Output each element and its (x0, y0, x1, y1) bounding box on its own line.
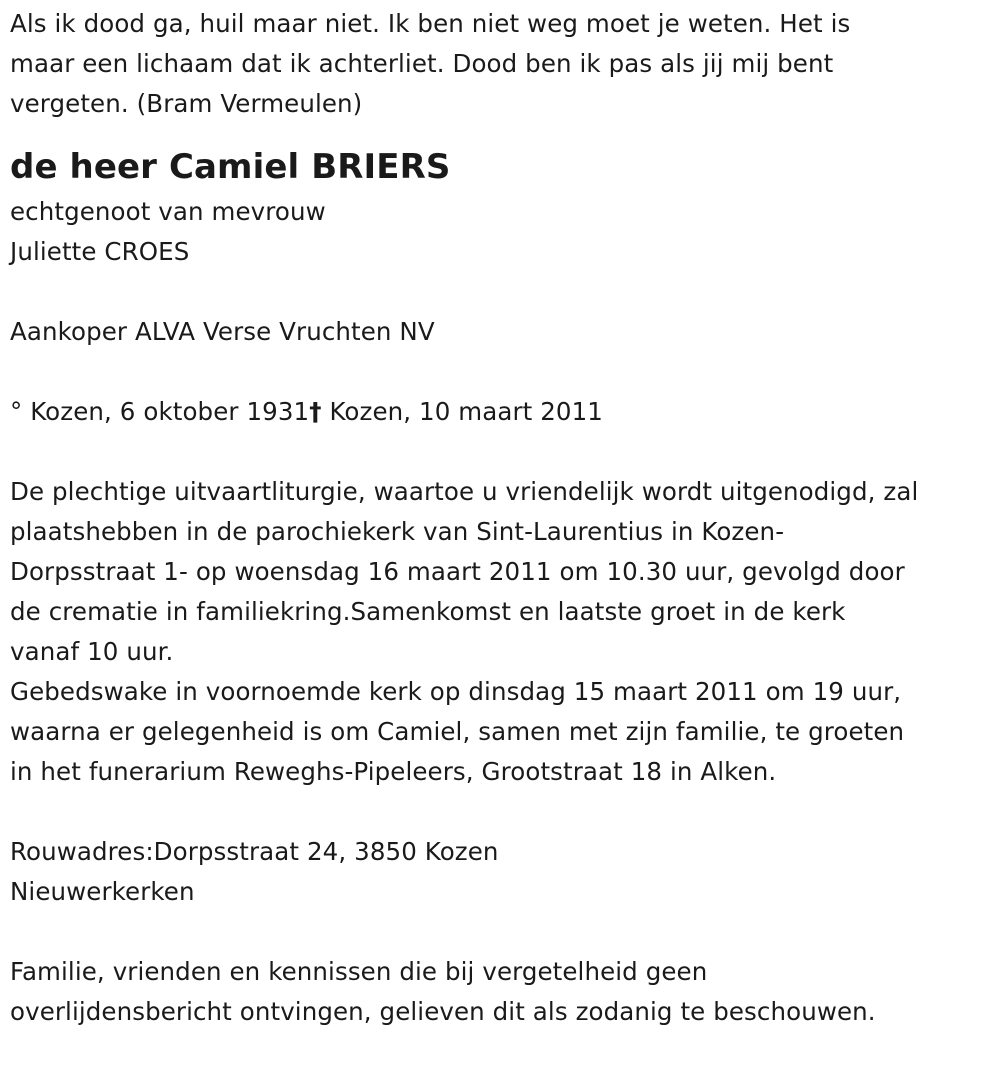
funeral-line: in het funerarium Reweghs-Pipeleers, Grootstraat 18 in Alken. (10, 757, 777, 786)
cross-icon: † (309, 397, 322, 426)
mourning-address: Rouwadres:Dorpsstraat 24, 3850 Kozen (10, 837, 499, 866)
spacer (10, 352, 1000, 392)
deceased-name: de heer Camiel BRIERS (10, 147, 451, 187)
closing-paragraph (10, 952, 1000, 1032)
spacer (10, 272, 1000, 312)
spacer (10, 432, 1000, 472)
funeral-line: Gebedswake in voornoemde kerk op dinsdag 15 maart 2011 om 19 uur, (10, 677, 902, 706)
funeral-line: De plechtige uitvaartliturgie, waartoe u vriendelijk wordt uitgenodigd, zal (10, 477, 919, 506)
quote-block (10, 4, 1000, 124)
spouse-name: Juliette CROES (10, 237, 190, 266)
funeral-line: waarna er gelegenheid is om Camiel, samen met zijn familie, te groeten (10, 717, 905, 746)
obituary-document (10, 4, 1000, 1032)
funeral-line: vanaf 10 uur. (10, 637, 174, 666)
spacer (10, 792, 1000, 832)
spouse-line: echtgenoot van mevrouw (10, 197, 326, 226)
quote-line: maar een lichaam dat ik achterliet. Dood ben ik pas als jij mij bent (10, 49, 834, 78)
quote-line: vergeten. (Bram Vermeulen) (10, 89, 363, 118)
life-dates (10, 392, 1000, 432)
death-date: Kozen, 10 maart 2011 (321, 397, 603, 426)
occupation: Aankoper ALVA Verse Vruchten NV (10, 317, 435, 346)
closing-line: Familie, vrienden en kennissen die bij vergetelheid geen (10, 957, 708, 986)
birth-date: ° Kozen, 6 oktober 1931 (10, 397, 310, 426)
mourning-address-city: Nieuwerkerken (10, 877, 195, 906)
spacer (10, 912, 1000, 952)
closing-line: overlijdensbericht ontvingen, gelieven dit als zodanig te beschouwen. (10, 997, 876, 1026)
funeral-line: Dorpsstraat 1- op woensdag 16 maart 2011 om 10.30 uur, gevolgd door (10, 557, 905, 586)
funeral-line: de crematie in familiekring.Samenkomst en laatste groet in de kerk (10, 597, 846, 626)
funeral-line: plaatshebben in de parochiekerk van Sint-Laurentius in Kozen- (10, 517, 785, 546)
quote-line: Als ik dood ga, huil maar niet. Ik ben niet weg moet je weten. Het is (10, 9, 851, 38)
funeral-paragraph (10, 472, 1000, 792)
